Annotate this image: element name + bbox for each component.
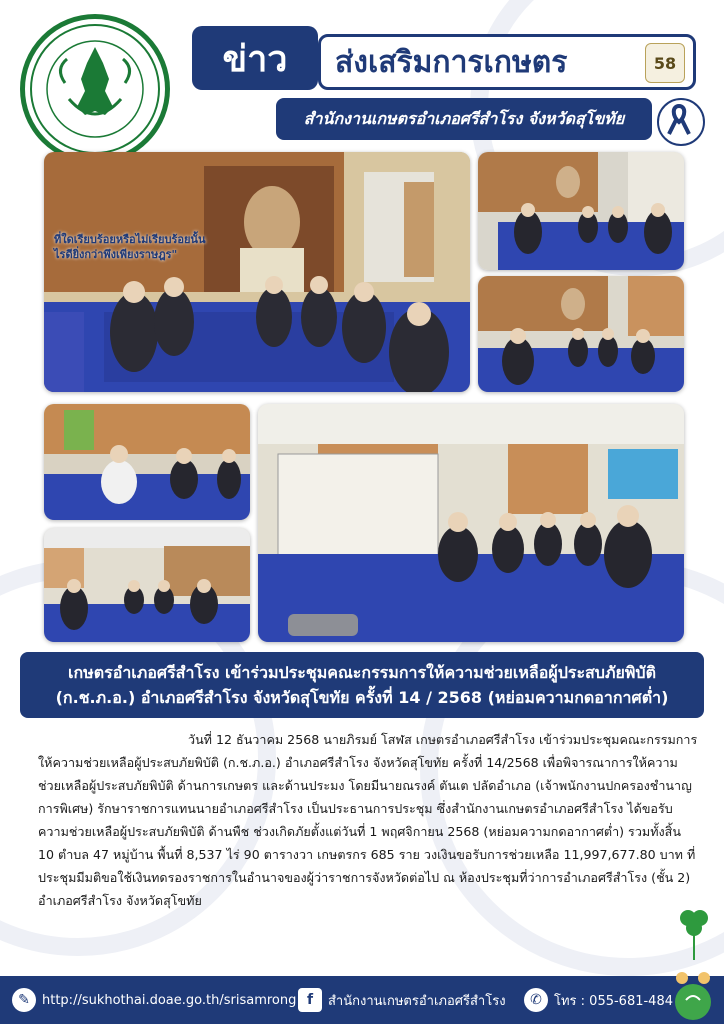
news-tag	[192, 26, 318, 90]
globe-decoration	[668, 966, 718, 1022]
news-body-paragraph: วันที่ 12 ธันวาคม 2568 นายภิรมย์ โสฬส เกษตรอำเภอศรีสำโรง เข้าร่วมประชุมคณะกรรมการให้ความช่วยเหลือผู้ประสบภัยพิบัติ (ก.ช.ภ.อ.) อำเภอศรีสำโรง จังหวัดสุโขทัย ครั้งที่ 14/2568 เพื่อพิจารณาการให้ความช่วยเหลือผู้ประสบภัยพิบัติ ด้านการเกษตร และด้านประมง โดยมีนายณรงค์ ตันเต ปลัดอำเภอ (เจ้าพนักงานปกครองชำนาญการพิเศษ) รักษาราชการแทนนายอำเภอศรีสำโรง เป็นประธานการประชุม ซึ่งสำนักงานเกษตรอำเภอศรีสำโรง ได้ขอรับความช่วยเหลือผู้ประสบภัยพิบัติ ด้านพืช ช่วงเกิดภัยตั้งแต่วันที่ 1 พฤศจิกายน 2568 (หย่อมความกดอากาศต่ำ) รวมทั้งสิ้น 10 ตำบล 47 หมู่บ้าน พื้นที่ 8,537 ไร่ 90 ตารางวา เกษตรกร 685 ราย วงเงินขอรับการช่วยเหลือ 11,997,677.80 บาท ที่ประชุมมีมติขอใช้เงินทดรองราชการในอำนาจของผู้ว่าราชการจังหวัดต่อไป ณ ห้องประชุมที่ว่าการอำเภอศรีสำโรง (ชั้น 2) อำเภอศรีสำโรง จังหวัดสุโขทัย	[38, 732, 698, 908]
news-headline	[20, 652, 704, 718]
meeting-photo-4	[44, 404, 250, 520]
anniversary-badge-number: 58	[653, 53, 677, 73]
office-subtitle	[276, 98, 652, 140]
anniversary-badge	[645, 43, 685, 83]
footer-phone[interactable]	[524, 988, 673, 1012]
news-body	[38, 728, 698, 912]
banner-quote-line1: ที่ใดเรียบร้อยหรือไม่เรียบร้อยนั้น	[54, 233, 206, 246]
mourning-ribbon-icon	[657, 98, 705, 146]
footer-website-text: http://sukhothai.doae.go.th/srisamrong	[42, 992, 297, 1008]
page-title: ส่งเสริมการเกษตร	[335, 44, 568, 80]
header-title-box	[318, 34, 696, 90]
footer-facebook[interactable]	[298, 988, 506, 1012]
office-subtitle-label: สำนักงานเกษตรอำเภอศรีสำโรง จังหวัดสุโขทัย	[303, 108, 625, 128]
meeting-photo-main	[44, 152, 470, 392]
meeting-photo-2	[478, 152, 684, 270]
meeting-photo-5	[44, 528, 250, 642]
banner-quote-line2: ไรดียิ่งกว่าพึงเพียงราษฎร"	[54, 248, 178, 261]
department-logo	[20, 14, 170, 164]
footer-bar	[0, 976, 724, 1024]
footer-website[interactable]	[12, 988, 296, 1012]
meeting-photo-6	[258, 404, 684, 642]
headline-line2: (ก.ช.ภ.อ.) อำเภอศรีสำโรง จังหวัดสุโขทัย ครั้งที่ 14 / 2568 (หย่อมความกดอากาศต่ำ)	[55, 688, 669, 707]
news-tag-label: ข่าว	[222, 38, 288, 80]
department-seal-icon	[25, 19, 165, 159]
facebook-icon: f	[298, 988, 322, 1012]
clover-decoration	[672, 904, 716, 964]
phone-icon: ✆	[524, 988, 548, 1012]
meeting-photo-3	[478, 276, 684, 392]
web-icon: ✎	[12, 988, 36, 1012]
headline-line1: เกษตรอำเภอศรีสำโรง เข้าร่วมประชุมคณะกรรมการให้ความช่วยเหลือผู้ประสบภัยพิบัติ	[68, 663, 656, 682]
banner-quote	[54, 232, 205, 262]
globe-people-icon	[668, 966, 718, 1022]
clover-icon	[672, 904, 716, 964]
footer-facebook-text: สำนักงานเกษตรอำเภอศรีสำโรง	[328, 993, 506, 1009]
footer-phone-text: โทร : 055-681-484	[554, 993, 673, 1009]
